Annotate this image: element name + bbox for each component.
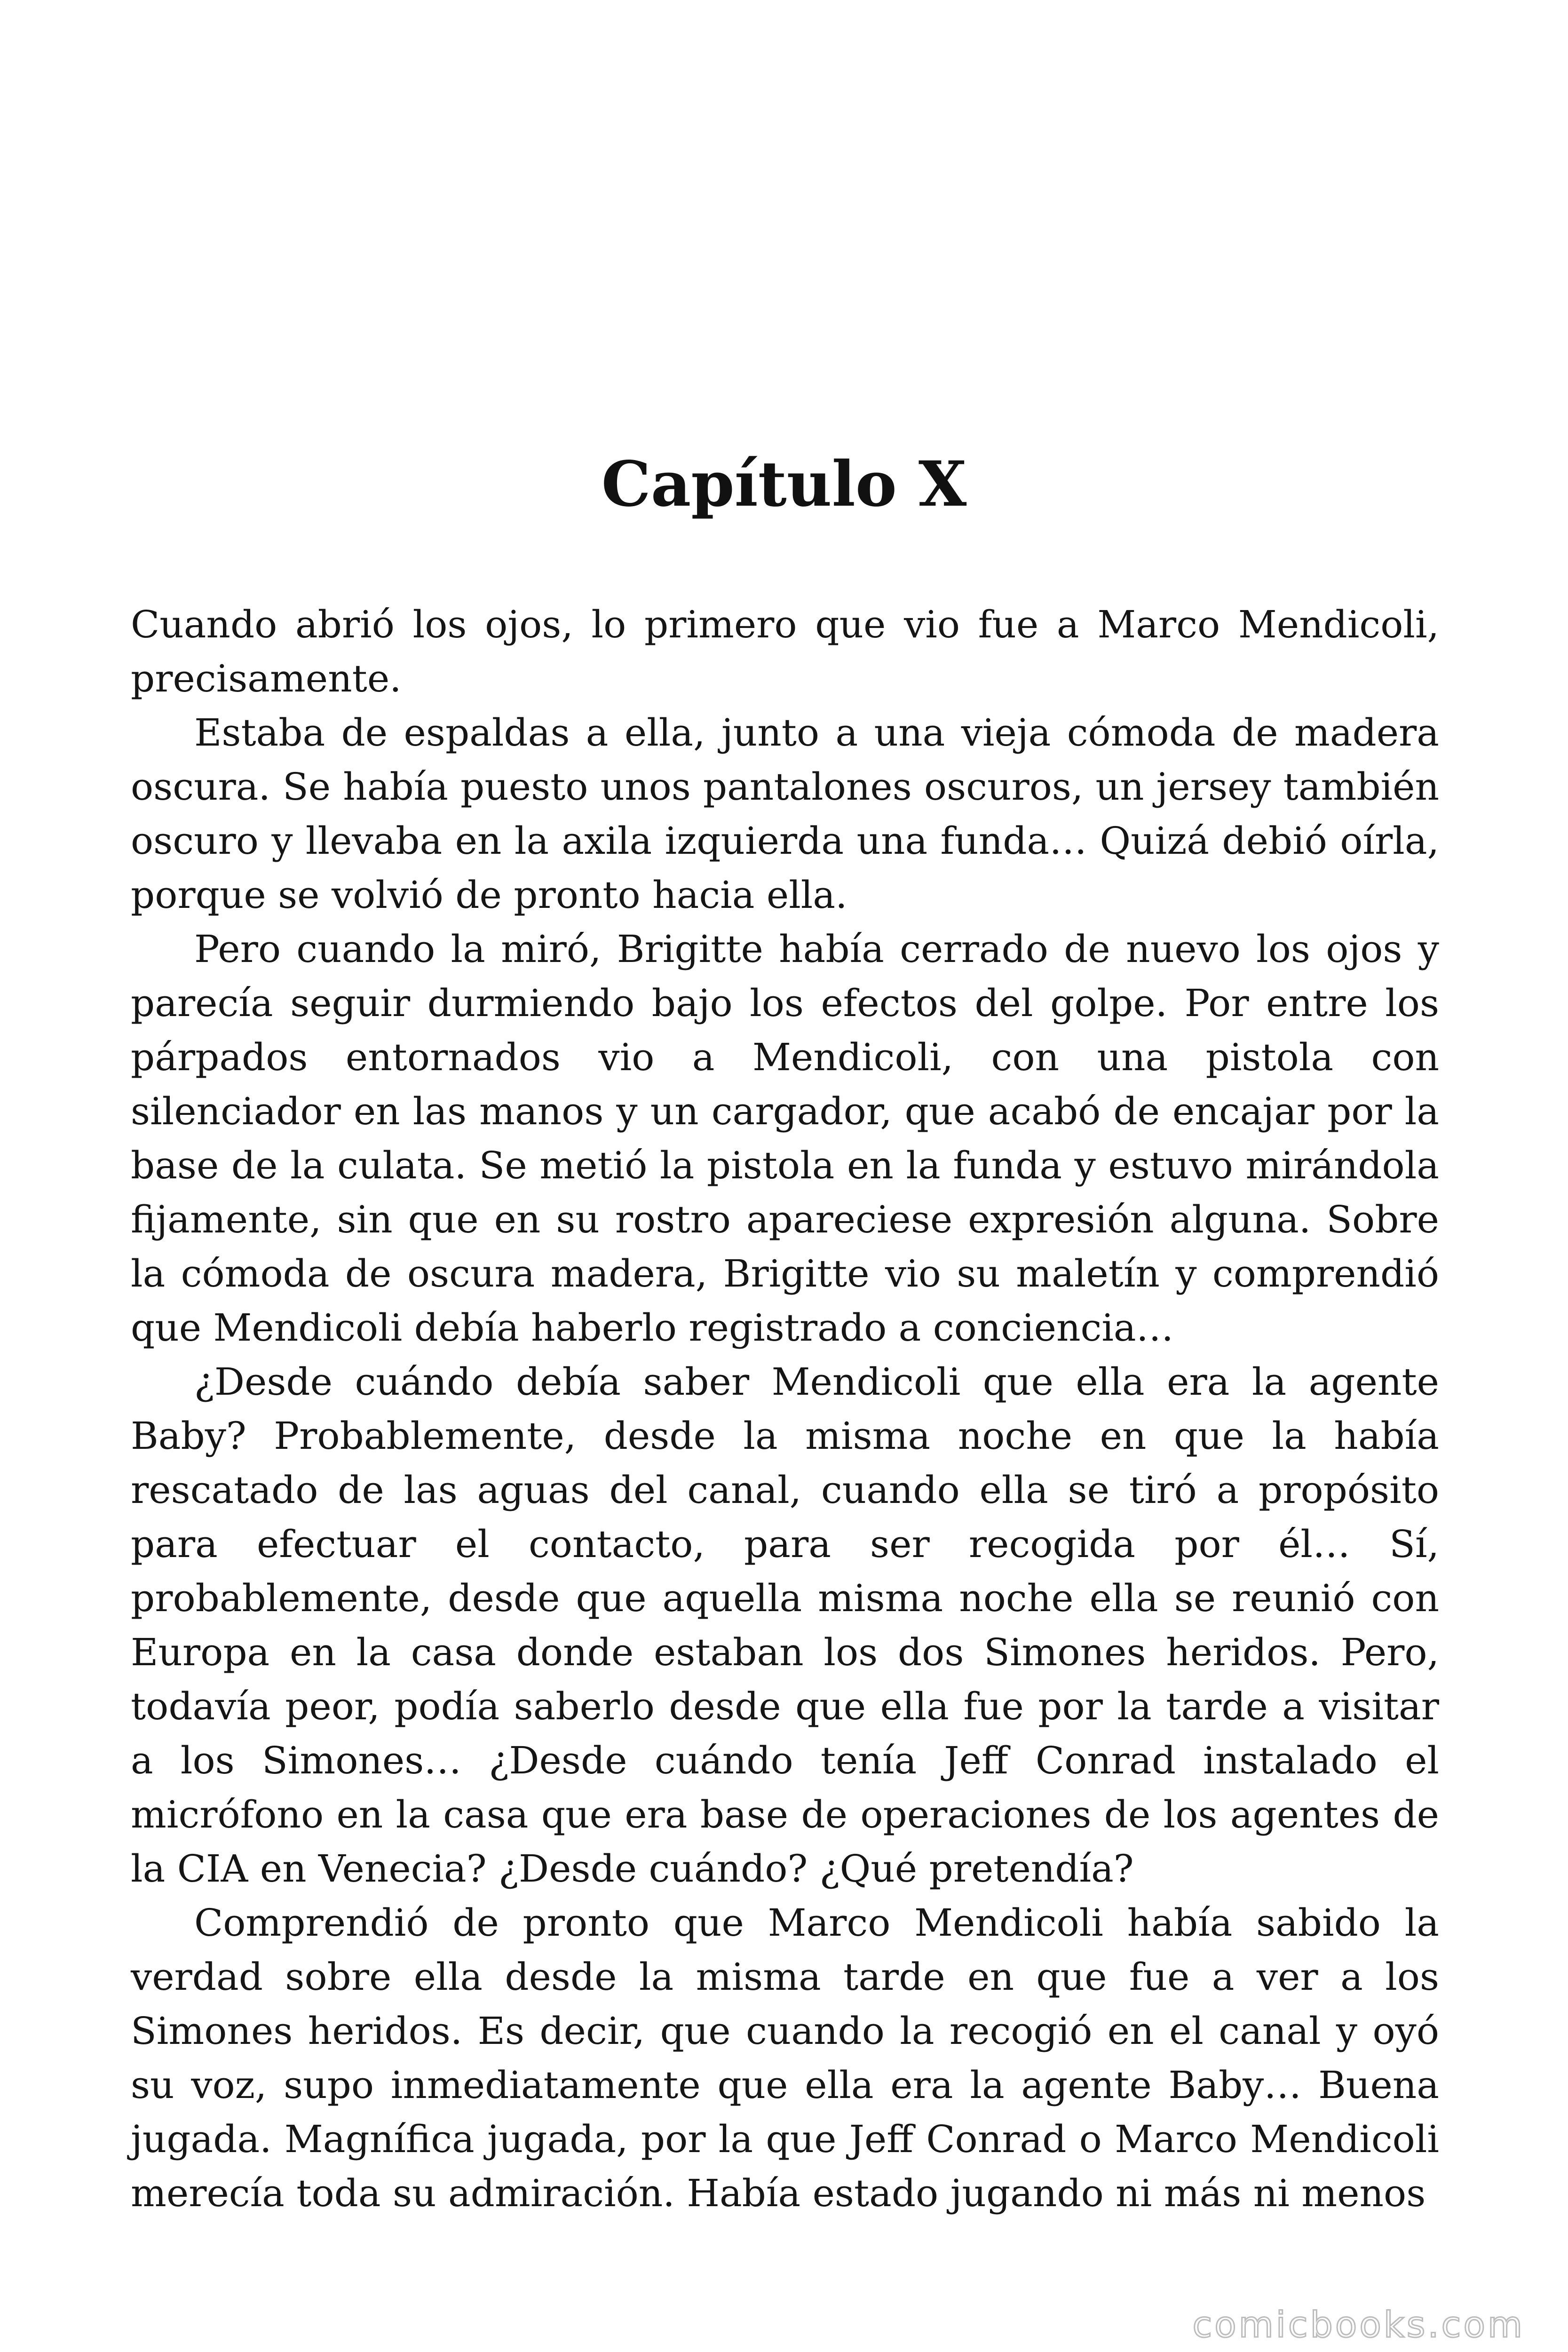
watermark: comicbooks.com (1192, 2304, 1525, 2345)
paragraph-3: Pero cuando la miró, Brigitte había cerrado de nuevo los ojos y parecía seguir durmiendo bajo los efectos del golpe. Por entre los párpados entornados vio a Mendicoli, con una pistola con silenciador en las manos y un cargador, que acabó de encajar por la base de la culata. Se metió la pistola en la funda y estuvo mirándola fijamente, sin que en su rostro apareciese expresión alguna. Sobre la cómoda de oscura madera, Brigitte vio su maletín y comprendió que Mendicoli debía haberlo registrado a conciencia… (131, 927, 1439, 1350)
paragraph-1: Cuando abrió los ojos, lo primero que vio fue a Marco Mendicoli, precisamente. (131, 603, 1439, 700)
paragraph-4: ¿Desde cuándo debía saber Mendicoli que ella era la agente Baby? Probablemente, desde la misma noche en que la había rescatado de las aguas del canal, cuando ella se tiró a propósito para efectuar el contacto, para ser recogida por él… Sí, probablemente, desde que aquella misma noche ella se reunió con Europa en la casa donde estaban los dos Simones heridos. Pero, todavía peor, podía saberlo desde que ella fue por la tarde a visitar a los Simones… ¿Desde cuándo tenía Jeff Conrad instalado el micrófono en la casa que era base de operaciones de los agentes de la CIA en Venecia? ¿Desde cuándo? ¿Qué pretendía? (131, 1360, 1439, 1891)
chapter-title: Capítulo X (601, 448, 967, 521)
paragraph-5: Comprendió de pronto que Marco Mendicoli había sabido la verdad sobre ella desde la misma tarde en que fue a ver a los Simones heridos. Es decir, que cuando la recogió en el canal y oyó su voz, supo inmediatamente que ella era la agente Baby… Buena jugada. Magnífica jugada, por la que Jeff Conrad o Marco Mendicoli merecía toda su admiración. Había estado jugando ni más ni menos (131, 1901, 1439, 2215)
paragraph-2: Estaba de espaldas a ella, junto a una vieja cómoda de madera oscura. Se había puesto unos pantalones oscuros, un jersey también oscuro y llevaba en la axila izquierda una funda… Quizá debió oírla, porque se volvió de pronto hacia ella. (131, 711, 1439, 917)
chapter-body (131, 597, 1439, 2220)
